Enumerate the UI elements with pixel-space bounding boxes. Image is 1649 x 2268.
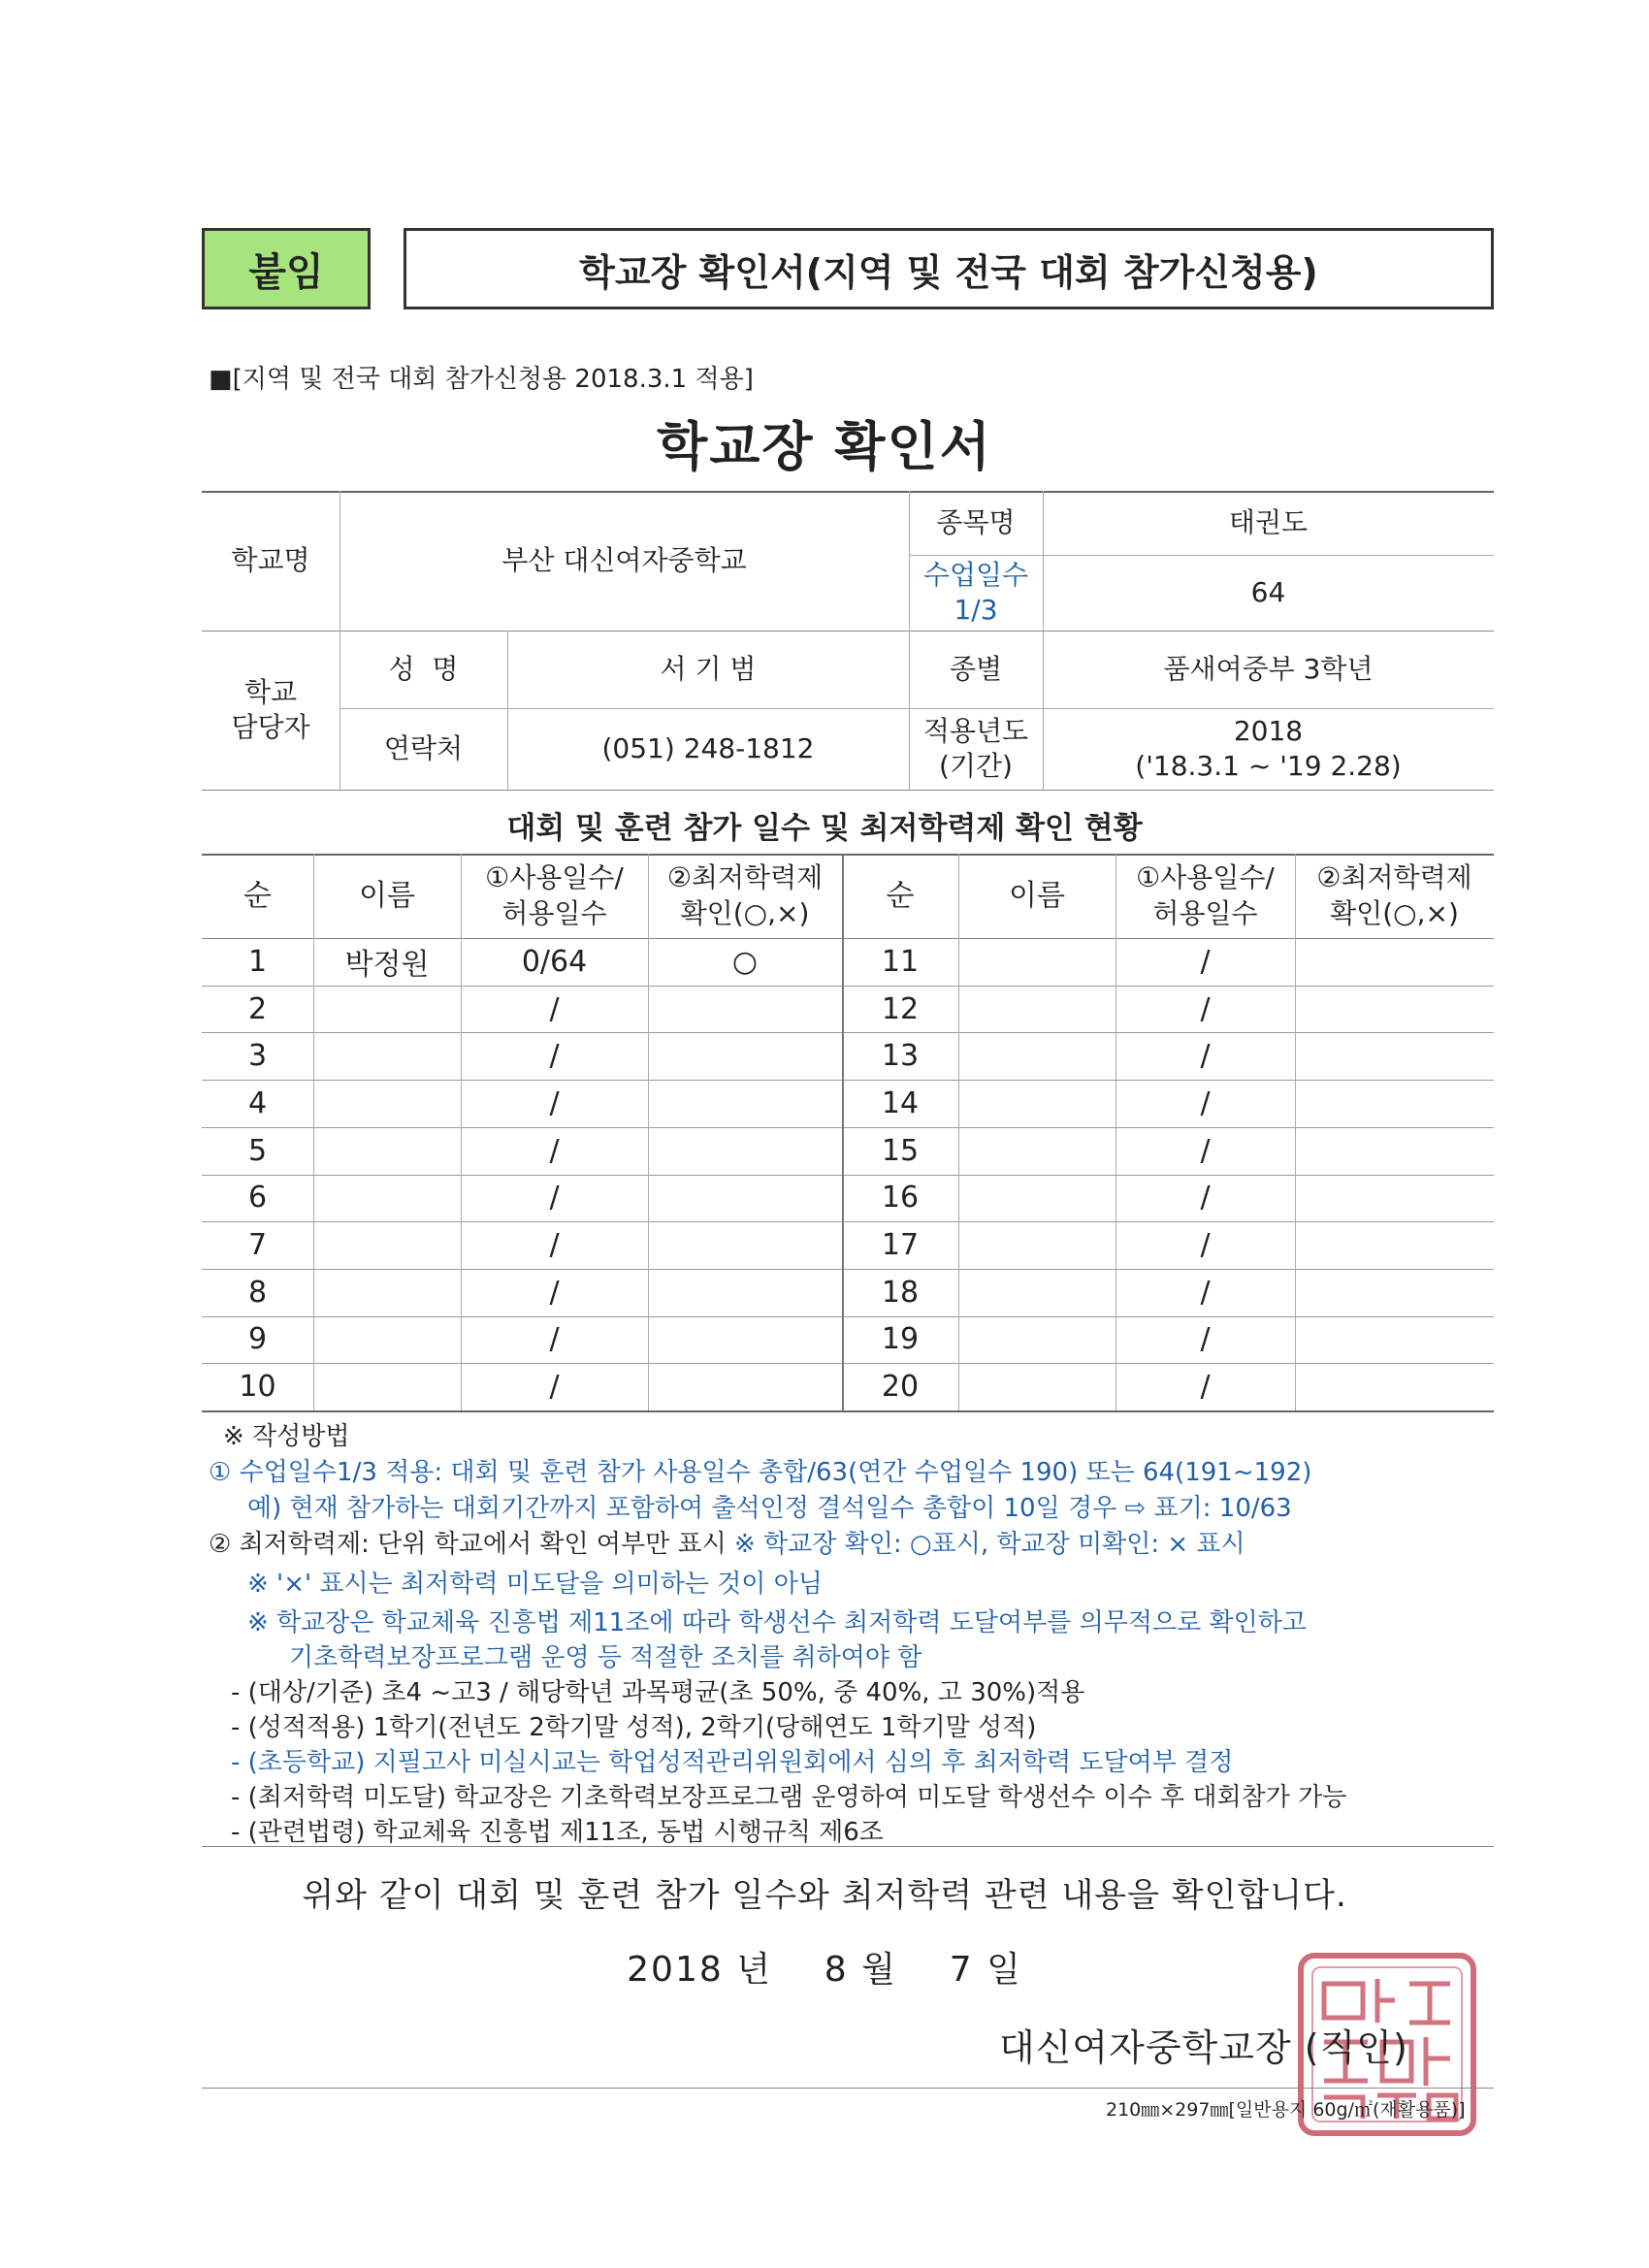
cell-right-days: / [1200,1133,1211,1168]
cell-right-days: / [1200,944,1211,979]
note-4a: ※ 학교장은 학교체육 진흥법 제11조에 따라 학생선수 최저학력 도달여부를 의무적으로 확인하고 [247,1608,1307,1637]
year-value-line2: ('18.3.1 ~ '19 2.28) [1135,750,1402,782]
header-days-left [461,854,648,938]
cell-right-name [958,1363,1116,1410]
header-no-right: 순 [886,879,915,913]
cell-left-name: 박정원 [344,948,430,983]
cell-left-check [648,1316,842,1364]
cell-left-days: / [549,1228,560,1263]
header-name-left: 이름 [359,879,415,913]
class-days-label-line1: 수업일수 [922,558,1029,591]
cell-left-check [648,1221,842,1269]
date-year: 2018 [627,1950,724,1990]
header-days-right-line1: ①사용일수/ [1136,861,1275,894]
cell-right-check [1295,1080,1494,1127]
cell-left-name [313,1316,461,1364]
name-label: 성 명 [388,652,459,685]
cell-right-check [1295,1175,1494,1222]
cell-right-name [958,1175,1116,1222]
header-days-right [1116,854,1295,938]
footer-divider [202,2088,1494,2089]
cell-left-name [313,1127,461,1175]
cell-left-days: / [549,1085,560,1120]
staff-label-line2: 담당자 [231,711,310,743]
year-value [1043,708,1494,790]
cell-right-name [958,1127,1116,1175]
header-check-right-line2: 확인(○,×) [1330,896,1459,929]
note-1a: ① 수업일수1/3 적용: 대회 및 훈련 참가 사용일수 총합/63(연간 수업일수 190) 또는 64(191~192) [209,1458,1312,1487]
cell-left-name [313,1080,461,1127]
cell-left-name [313,1032,461,1080]
year-label-line2: (기간) [939,750,1013,782]
date-month: 8 [824,1950,849,1990]
cell-left-name [313,1175,461,1222]
school-name-label: 학교명 [231,543,310,576]
detail-5: - (관련법령) 학교체육 진흥법 제11조, 동법 시행규칙 제6조 [231,1818,884,1847]
cell-right-days: / [1200,1370,1211,1405]
detail-4: - (최저학력 미도달) 학교장은 기초학력보장프로그램 운영하여 미도달 학생선수 이수 후 대회참가 가능 [231,1783,1347,1812]
cell-left-check [648,1032,842,1080]
cell-left-no: 1 [247,944,268,979]
detail-3: - (초등학교) 지필고사 미실시교는 학업성적관리위원회에서 심의 후 최저학력 도달여부 결정 [231,1748,1234,1777]
cell-right-days: / [1200,1085,1211,1120]
cell-right-name [958,1221,1116,1269]
cell-left-check [648,1080,842,1127]
cell-left-name [313,1221,461,1269]
cell-right-no: 17 [881,1228,920,1263]
sport-label: 종목명 [936,505,1016,538]
cell-right-check [1295,1363,1494,1410]
date-day-unit: 일 [986,1950,1022,1990]
cell-left-check: ○ [731,944,759,979]
cell-left-check [648,1269,842,1316]
cell-right-days: / [1200,1228,1211,1263]
divider [202,1846,1494,1847]
note-1b: 예) 현재 참가하는 대회기간까지 포함하여 출석인정 결석일수 총합이 10일 경우 ⇨ 표기: 10/63 [247,1494,1292,1523]
attachment-badge [202,228,371,309]
cell-left-no: 7 [247,1228,268,1263]
note-3: ※ '×' 표시는 최저학력 미도달을 의미하는 것이 아님 [247,1570,823,1599]
table-title: 대회 및 훈련 참가 일수 및 최저학력제 확인 현황 [506,811,1143,846]
cell-right-no: 18 [881,1275,920,1310]
principal-signature: 대신여자중학교장 (직인) [999,2026,1408,2069]
staff-label [202,631,340,790]
cell-left-days: / [549,1039,560,1074]
cell-left-check [648,1175,842,1222]
class-days-label-line2: 1/3 [954,594,998,626]
cell-right-days: / [1200,1181,1211,1215]
header-days-left-line2: 허용일수 [501,896,607,929]
cell-left-no: 4 [247,1085,268,1120]
cell-left-no: 5 [247,1133,268,1168]
document-heading-box [404,228,1494,309]
date-month-unit: 월 [861,1950,897,1990]
cell-left-days: / [549,991,560,1026]
cell-right-no: 15 [881,1133,920,1168]
category-value: 품새여중부 3학년 [1163,652,1374,685]
page-title: 학교장 확인서 [657,416,992,477]
school-name-value: 부산 대신여자중학교 [501,543,747,576]
cell-left-no: 2 [247,991,268,1026]
detail-1: - (대상/기준) 초4 ~고3 / 해당학년 과목평균(초 50%, 중 40%, 고 30%)적용 [231,1678,1085,1707]
cell-right-days: / [1200,1039,1211,1074]
cell-right-days: / [1200,991,1211,1026]
cell-right-check [1295,1316,1494,1364]
cell-right-check [1295,986,1494,1033]
year-label-line1: 적용년도 [922,714,1029,747]
date-year-unit: 년 [736,1950,772,1990]
cell-right-name [958,1316,1116,1364]
cell-left-days: 0/64 [521,944,588,979]
form-note: ■[지역 및 전국 대회 참가신청용 2018.3.1 적용] [209,365,754,394]
note-4b: 기초학력보장프로그램 운영 등 적절한 조치를 취하여야 함 [289,1643,922,1672]
cell-right-days: / [1200,1275,1211,1310]
cell-left-no: 9 [247,1322,268,1357]
notes-heading: ※ 작성방법 [223,1422,350,1451]
cell-right-name [958,1080,1116,1127]
note-2a-blue: ※ 학교장 확인: ○표시, 학교장 미확인: × 표시 [734,1530,1245,1559]
contact-label: 연락처 [383,731,464,764]
cell-right-check [1295,1221,1494,1269]
cell-left-days: / [549,1275,560,1310]
cell-left-check [648,1127,842,1175]
confirmation-statement: 위와 같이 대회 및 훈련 참가 일수와 최저학력 관련 내용을 확인합니다. [302,1876,1347,1915]
cell-right-check [1295,1032,1494,1080]
document-heading: 학교장 확인서(지역 및 전국 대회 참가신청용) [579,250,1318,294]
cell-right-name [958,938,1116,986]
contact-value: (051) 248-1812 [601,731,815,764]
cell-left-no: 10 [239,1370,276,1405]
class-days-value: 64 [1250,575,1286,608]
class-days-label [909,555,1043,631]
header-days-right-line2: 허용일수 [1152,896,1258,929]
cell-left-days: / [549,1181,560,1215]
cell-right-no: 14 [881,1085,920,1120]
cell-right-days: / [1200,1322,1211,1357]
cell-right-no: 11 [881,944,920,979]
cell-right-name [958,986,1116,1033]
header-check-left-line1: ②최저학력제 [666,861,824,894]
cell-left-name [313,986,461,1033]
cell-left-check [648,1363,842,1410]
cell-right-no: 19 [881,1322,920,1357]
cell-right-no: 12 [881,991,920,1026]
cell-left-name [313,1269,461,1316]
header-check-left-line2: 확인(○,×) [680,896,810,929]
cell-right-check [1295,938,1494,986]
cell-left-days: / [549,1133,560,1168]
header-check-right [1295,854,1494,938]
year-label [909,708,1043,790]
staff-label-line1: 학교 [243,675,298,708]
cell-left-no: 6 [247,1181,268,1215]
date-day: 7 [949,1950,974,1990]
cell-right-no: 16 [881,1181,920,1215]
cell-right-name [958,1269,1116,1316]
header-name-right: 이름 [1009,879,1065,913]
note-2a-main: ② 최저학력제: 단위 학교에서 확인 여부만 표시 [209,1530,727,1559]
sport-value: 태권도 [1228,505,1309,538]
paper-spec-footer: 210㎜×297㎜[일반용지 60g/㎡(재활용품)] [1106,2099,1466,2121]
cell-right-no: 20 [881,1370,920,1405]
category-label: 종별 [949,652,1003,685]
cell-left-no: 8 [247,1275,268,1310]
header-check-left [648,854,842,938]
cell-left-check [648,986,842,1033]
name-value: 서 기 범 [660,652,757,685]
cell-right-no: 13 [881,1039,920,1074]
attachment-badge-text: 붙임 [248,249,324,295]
header-no-left: 순 [243,879,272,913]
cell-left-name [313,1363,461,1410]
cell-left-days: / [549,1370,560,1405]
detail-2: - (성적적용) 1학기(전년도 2학기말 성적), 2학기(당해연도 1학기말 성적) [231,1713,1037,1742]
header-check-right-line1: ②최저학력제 [1316,861,1472,894]
note-2a [209,1524,1245,1560]
cell-right-name [958,1032,1116,1080]
cell-right-check [1295,1127,1494,1175]
cell-right-check [1295,1269,1494,1316]
year-value-line1: 2018 [1233,714,1304,747]
cell-left-no: 3 [247,1039,268,1074]
cell-left-days: / [549,1322,560,1357]
header-days-left-line1: ①사용일수/ [485,861,624,894]
